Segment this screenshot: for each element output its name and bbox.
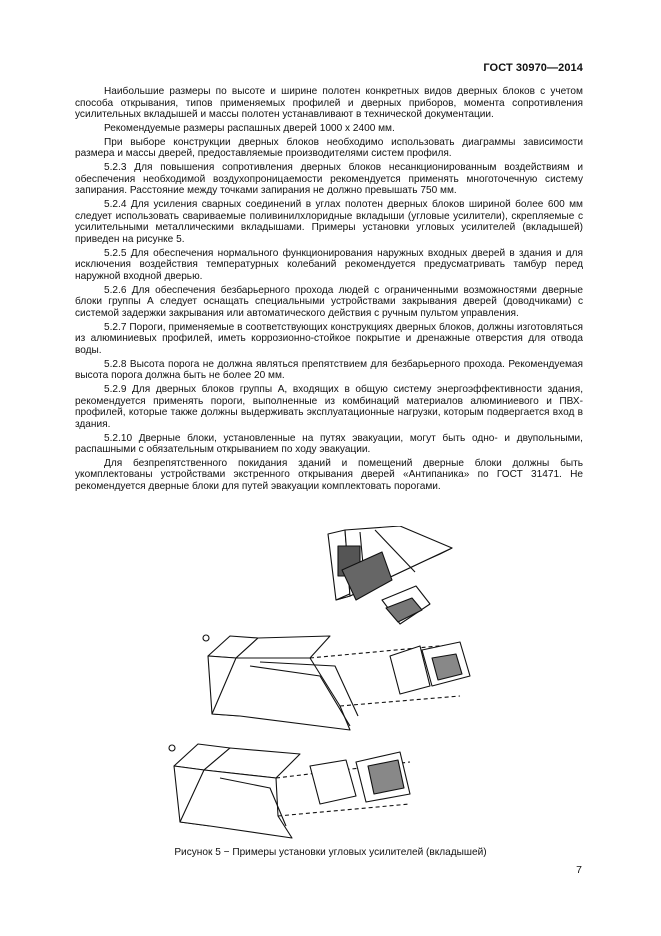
- paragraph: 5.2.8 Высота порога не должна являться препятствием для безбарьерного прохода. Рекомендуемая высота порога должна быть не более 20 мм.: [75, 358, 583, 382]
- corner-insert-illustration-middle: [203, 635, 470, 730]
- paragraph: 5.2.3 Для повышения сопротивления дверных блоков несанкционированным воздействиям и обеспечения необходимой воздухопроницаемости рекомендуется применять многоточечную систему запирания. Расстояние между точками запирания не должно превышать 750 мм.: [75, 162, 583, 197]
- body-text: [75, 86, 583, 495]
- corner-insert-illustration-bottom: [169, 744, 410, 838]
- paragraph: Наибольшие размеры по высоте и ширине полотен конкретных видов дверных блоков с учетом способа открывания, типов применяемых профилей и дверных приборов, момента сопротивления усилительных вкладышей и массы полотен устанавливают в технической документации.: [75, 86, 583, 121]
- paragraph: 5.2.10 Дверные блоки, установленные на путях эвакуации, могут быть одно- и двупольными, распашными с обязательным открыванием по ходу эвакуации.: [75, 432, 583, 456]
- document-code: ГОСТ 30970—2014: [483, 62, 583, 74]
- page-number: 7: [576, 864, 582, 876]
- paragraph: 5.2.7 Пороги, применяемые в соответствующих конструкциях дверных блоков, должны изготовляться из алюминиевых профилей, иметь коррозионно-стойкое покрытие и дренажные отверстия для отвода воды.: [75, 321, 583, 356]
- paragraph: 5.2.4 Для усиления сварных соединений в углах полотен дверных блоков шириной более 600 мм следует использовать свариваемые поливинилхлоридные вкладыши (угловые усилители), скрепляемые с усилительными металлическими вкладышами. Примеры установки угловых усилителей (вкладышей) приведен на рисунке 5.: [75, 199, 583, 245]
- figure-caption: Рисунок 5 − Примеры установки угловых усилителей (вкладышей): [174, 847, 487, 858]
- corner-reinforcement-figure: [160, 526, 490, 841]
- paragraph: 5.2.9 Для дверных блоков группы А, входящих в общую систему энергоэффективности здания, рекомендуется применять пороги, выполненные из комбинаций материалов алюминиевого и ПВХ-профилей, которые также должны выдерживать эксплуатационные нагрузки, которым подвергается вход в здания.: [75, 383, 583, 430]
- paragraph: 5.2.6 Для обеспечения безбарьерного прохода людей с ограниченными возможностями дверные блоки группы А следует оснащать специальными устройствами закрывания дверей (доводчиками) с системой задержки закрывания или автоматического действия с ручным пультом управления.: [75, 284, 583, 319]
- paragraph: Для безпрепятственного покидания зданий и помещений дверные блоки должны быть укомплектованы устройствами экстренного открывания дверей «Антипаника» по ГОСТ 31471. Не рекомендуется дверные блоки для путей эвакуации комплектовать порогами.: [75, 457, 583, 493]
- paragraph: Рекомендуемые размеры распашных дверей 1000 х 2400 мм.: [104, 122, 395, 134]
- paragraph: При выборе конструкции дверных блоков необходимо использовать диаграммы зависимости размера и массы дверей, предоставляемые производителями систем профиля.: [75, 136, 583, 160]
- paragraph: 5.2.5 Для обеспечения нормального функционирования наружных входных дверей в здания и для исключения воздействия температурных колебаний рекомендуется предусматривать тамбур перед наружной входной дверью.: [75, 247, 583, 282]
- corner-insert-illustration-top: [328, 526, 452, 624]
